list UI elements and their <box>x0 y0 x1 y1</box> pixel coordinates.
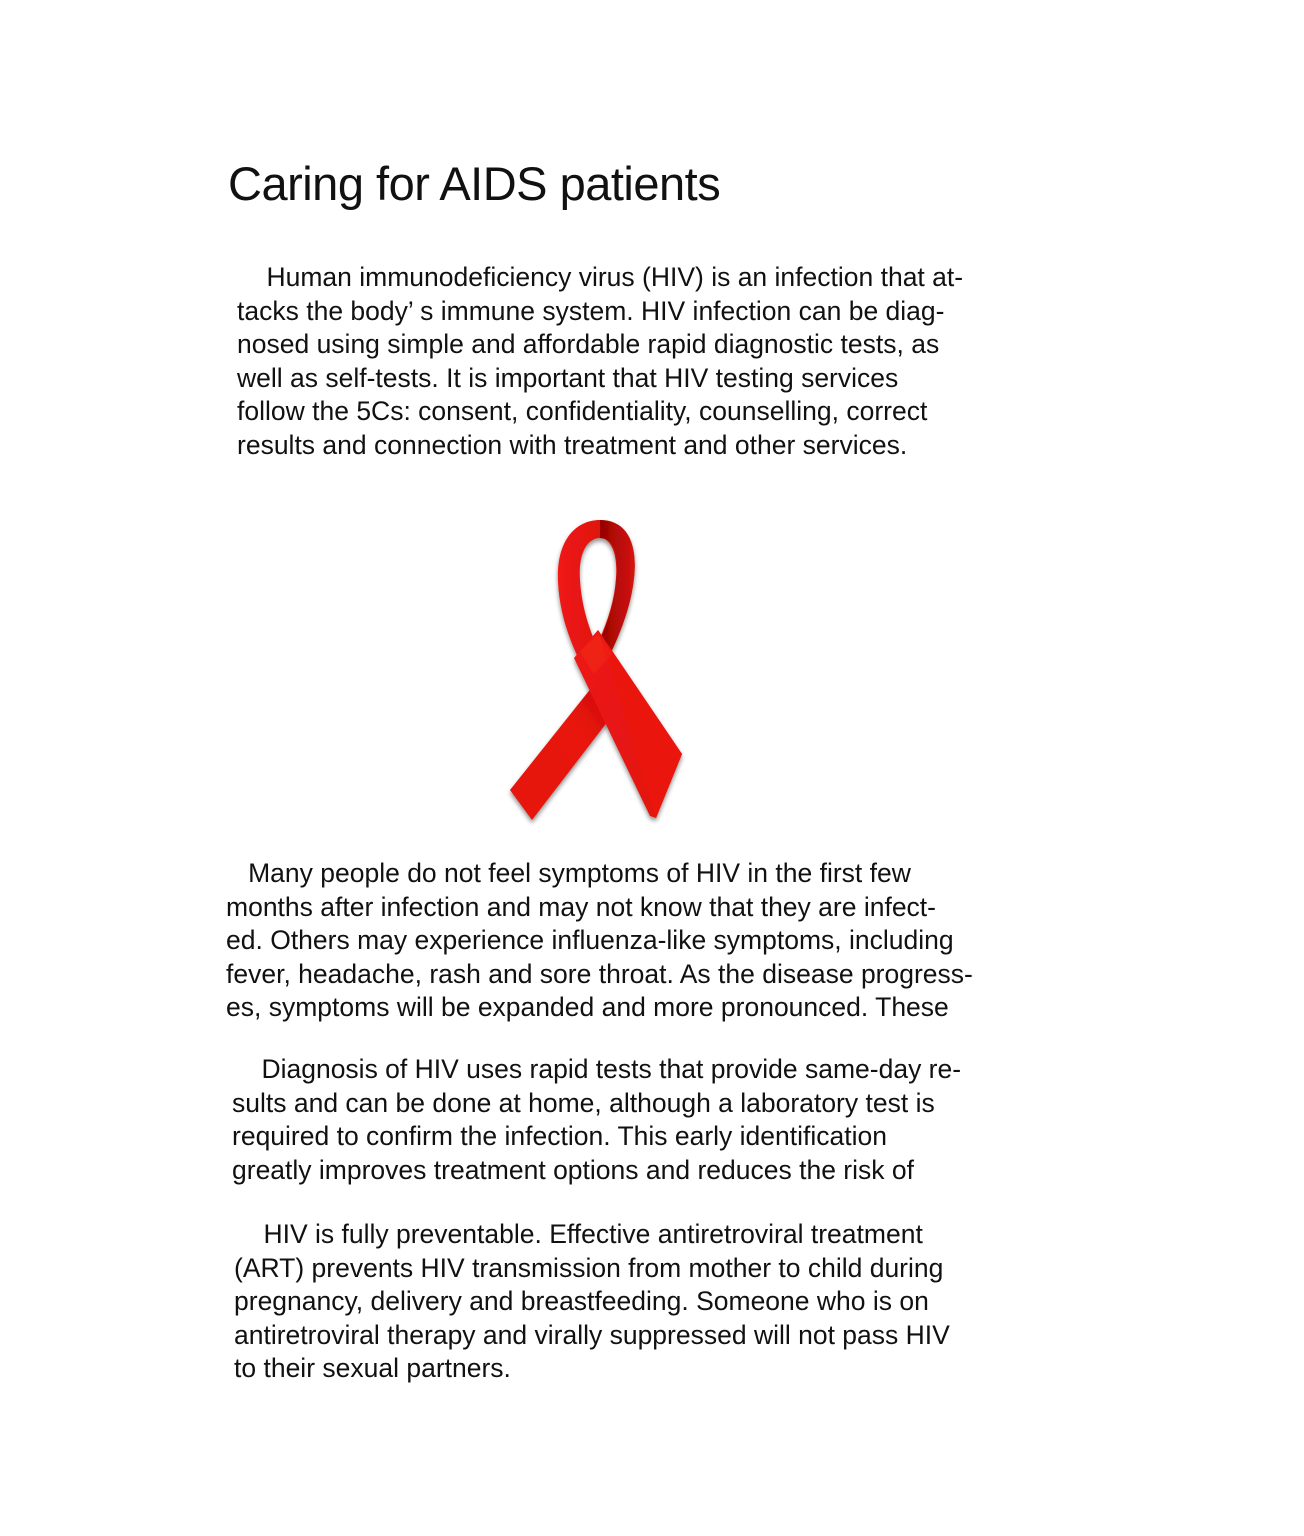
paragraph-line: es, symptoms will be expanded and more pronounced. These <box>226 992 949 1022</box>
paragraph-line: Many people do not feel symptoms of HIV in the first few <box>226 858 911 888</box>
paragraph-line: greatly improves treatment options and reduces the risk of <box>232 1154 914 1185</box>
paragraph-line: pregnancy, delivery and breastfeeding. Someone who is on <box>234 1286 929 1316</box>
symptoms-paragraph <box>226 857 973 1025</box>
page-title: Caring for AIDS patients <box>228 157 721 210</box>
paragraph-line: follow the 5Cs: consent, confidentiality, counselling, correct <box>237 396 928 426</box>
paragraph-line: tacks the body’ s immune system. HIV infection can be diag- <box>237 295 945 326</box>
paragraph-line: ed. Others may experience influenza-like symptoms, including <box>226 925 954 955</box>
diagnosis-paragraph <box>232 1053 961 1187</box>
paragraph-line: results and connection with treatment and other services. <box>237 429 908 460</box>
red-ribbon-icon <box>500 512 696 828</box>
paragraph-line: antiretroviral therapy and virally suppressed will not pass HIV <box>234 1319 950 1350</box>
paragraph-line: to their sexual partners. <box>234 1353 511 1383</box>
paragraph-line: (ART) prevents HIV transmission from mother to child during <box>234 1252 944 1283</box>
paragraph-line: nosed using simple and affordable rapid diagnostic tests, as <box>237 329 940 359</box>
prevention-paragraph <box>234 1218 950 1386</box>
intro-paragraph <box>237 261 963 462</box>
paragraph-line: Diagnosis of HIV uses rapid tests that provide same-day re- <box>232 1054 962 1084</box>
paragraph-line: HIV is fully preventable. Effective antiretroviral treatment <box>234 1219 923 1249</box>
paragraph-line: required to confirm the infection. This early identification <box>232 1121 887 1151</box>
paragraph-line: fever, headache, rash and sore throat. As the disease progress- <box>226 958 973 989</box>
paragraph-line: well as self-tests. It is important that HIV testing services <box>237 362 899 393</box>
paragraph-line: Human immunodeficiency virus (HIV) is an infection that at- <box>237 262 964 292</box>
paragraph-line: sults and can be done at home, although a laboratory test is <box>232 1087 935 1118</box>
paragraph-line: months after infection and may not know that they are infect- <box>226 891 936 922</box>
